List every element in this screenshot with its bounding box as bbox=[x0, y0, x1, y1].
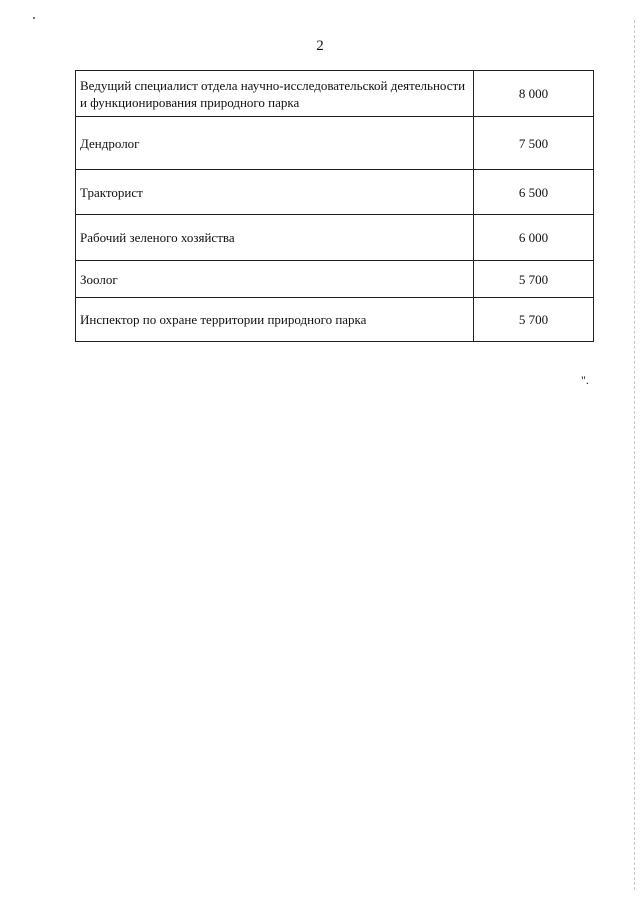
table-row bbox=[76, 261, 594, 298]
closing-quote: ". bbox=[581, 373, 589, 387]
position-cell: Рабочий зеленого хозяйства bbox=[76, 215, 474, 261]
table-row bbox=[76, 170, 594, 215]
position-cell: Ведущий специалист отдела научно-исследовательской деятельности и функционирования природного парка bbox=[76, 71, 474, 117]
table-row bbox=[76, 117, 594, 170]
amount-cell: 6 000 bbox=[474, 215, 594, 261]
amount-cell: 5 700 bbox=[474, 298, 594, 342]
position-cell: Тракторист bbox=[76, 170, 474, 215]
amount-cell: 8 000 bbox=[474, 71, 594, 117]
amount-cell: 7 500 bbox=[474, 117, 594, 170]
salary-table bbox=[75, 70, 594, 342]
position-cell: Дендролог bbox=[76, 117, 474, 170]
table-row bbox=[76, 215, 594, 261]
table-row bbox=[76, 298, 594, 342]
position-cell: Зоолог bbox=[76, 261, 474, 298]
amount-cell: 5 700 bbox=[474, 261, 594, 298]
scan-edge-line bbox=[634, 20, 635, 890]
table-row bbox=[76, 71, 594, 117]
scan-speck bbox=[33, 17, 35, 19]
page-number: 2 bbox=[316, 38, 324, 54]
position-cell: Инспектор по охране территории природного парка bbox=[76, 298, 474, 342]
amount-cell: 6 500 bbox=[474, 170, 594, 215]
